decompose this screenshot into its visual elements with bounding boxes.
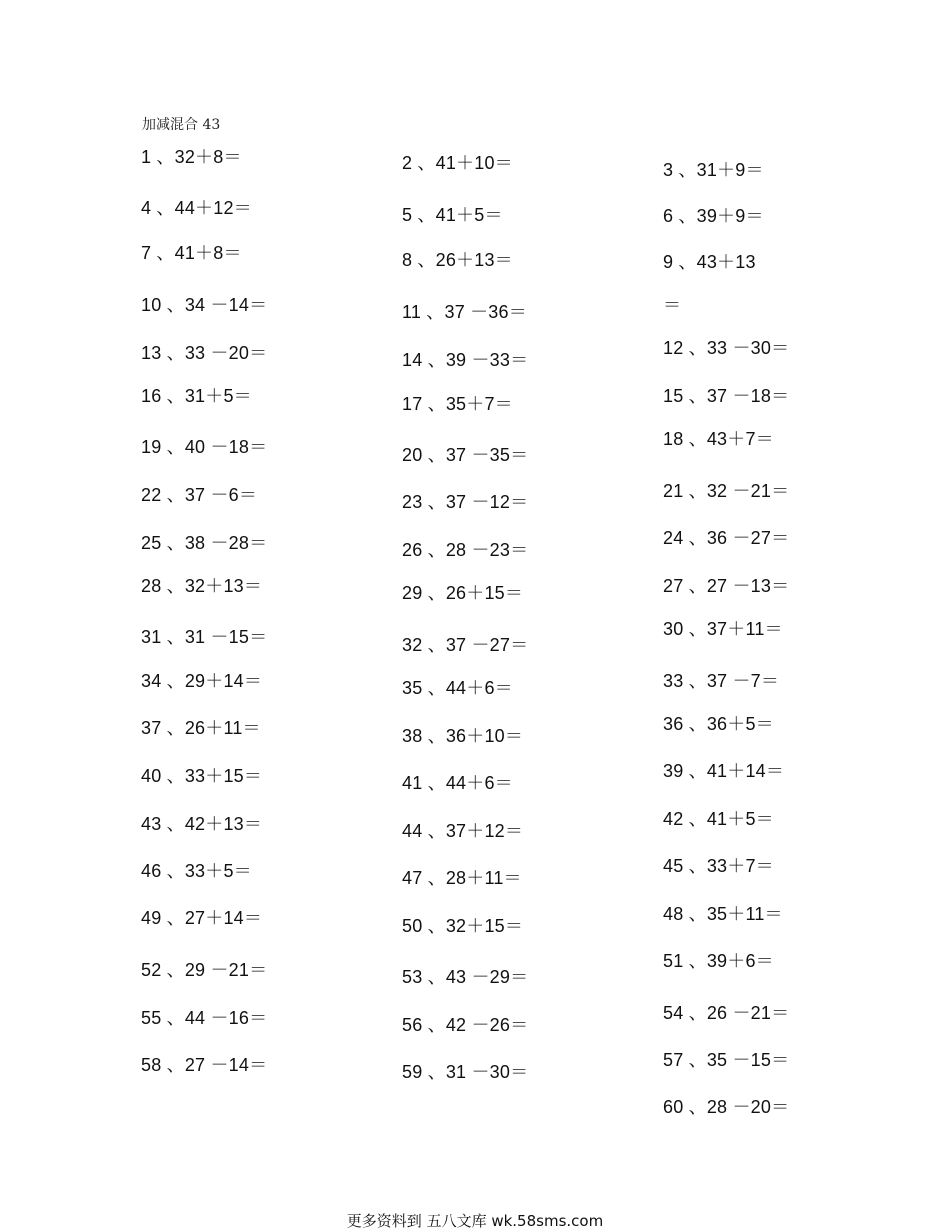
problem-55: 55 、44 －16＝ bbox=[141, 1008, 268, 1028]
problem-53: 53 、43 －29＝ bbox=[402, 967, 529, 987]
problem-34: 34 、29＋14＝ bbox=[141, 671, 263, 691]
problem-5: 5 、41＋5＝ bbox=[402, 205, 503, 225]
problem-13: 13 、33 －20＝ bbox=[141, 343, 268, 363]
problem-8: 8 、26＋13＝ bbox=[402, 250, 513, 270]
problem-38: 38 、36＋10＝ bbox=[402, 726, 524, 746]
problem-17: 17 、35＋7＝ bbox=[402, 394, 513, 414]
problem-10: 10 、34 －14＝ bbox=[141, 295, 268, 315]
problem-35: 35 、44＋6＝ bbox=[402, 678, 513, 698]
problem-9-continuation: ＝ bbox=[663, 295, 682, 315]
problem-24: 24 、36 －27＝ bbox=[663, 528, 790, 548]
problem-1: 1 、32＋8＝ bbox=[141, 147, 242, 167]
problem-2: 2 、41＋10＝ bbox=[402, 153, 513, 173]
problem-59: 59 、31 －30＝ bbox=[402, 1062, 529, 1082]
problem-42: 42 、41＋5＝ bbox=[663, 809, 774, 829]
problem-28: 28 、32＋13＝ bbox=[141, 576, 263, 596]
footer-watermark-text: 更多资料到 五八文库 wk.58sms.com bbox=[346, 1212, 604, 1230]
problem-16: 16 、31＋5＝ bbox=[141, 386, 252, 406]
problem-12: 12 、33 －30＝ bbox=[663, 338, 790, 358]
problem-27: 27 、27 －13＝ bbox=[663, 576, 790, 596]
problem-54: 54 、26 －21＝ bbox=[663, 1003, 790, 1023]
problem-6: 6 、39＋9＝ bbox=[663, 206, 764, 226]
problem-32: 32 、37 －27＝ bbox=[402, 635, 529, 655]
problem-57: 57 、35 －15＝ bbox=[663, 1050, 790, 1070]
problem-20: 20 、37 －35＝ bbox=[402, 445, 529, 465]
problem-49: 49 、27＋14＝ bbox=[141, 908, 263, 928]
problem-3: 3 、31＋9＝ bbox=[663, 160, 764, 180]
worksheet-title: 加减混合 43 bbox=[142, 117, 221, 133]
problem-47: 47 、28＋11＝ bbox=[402, 868, 522, 888]
problem-44: 44 、37＋12＝ bbox=[402, 821, 524, 841]
problem-60: 60 、28 －20＝ bbox=[663, 1097, 790, 1117]
problem-29: 29 、26＋15＝ bbox=[402, 583, 524, 603]
problem-45: 45 、33＋7＝ bbox=[663, 856, 774, 876]
problem-7: 7 、41＋8＝ bbox=[141, 243, 242, 263]
problem-22: 22 、37 －6＝ bbox=[141, 485, 258, 505]
problem-41: 41 、44＋6＝ bbox=[402, 773, 513, 793]
problem-11: 11 、37 －36＝ bbox=[402, 302, 527, 322]
problem-21: 21 、32 －21＝ bbox=[663, 481, 790, 501]
problem-36: 36 、36＋5＝ bbox=[663, 714, 774, 734]
problem-58: 58 、27 －14＝ bbox=[141, 1055, 268, 1075]
problem-9: 9 、43＋13 bbox=[663, 252, 756, 272]
problem-19: 19 、40 －18＝ bbox=[141, 437, 268, 457]
problem-26: 26 、28 －23＝ bbox=[402, 540, 529, 560]
problem-56: 56 、42 －26＝ bbox=[402, 1015, 529, 1035]
problem-31: 31 、31 －15＝ bbox=[141, 627, 268, 647]
problem-48: 48 、35＋11＝ bbox=[663, 904, 783, 924]
problem-51: 51 、39＋6＝ bbox=[663, 951, 774, 971]
problem-33: 33 、37 －7＝ bbox=[663, 671, 780, 691]
problem-14: 14 、39 －33＝ bbox=[402, 350, 529, 370]
problem-30: 30 、37＋11＝ bbox=[663, 619, 783, 639]
problem-18: 18 、43＋7＝ bbox=[663, 429, 774, 449]
problem-43: 43 、42＋13＝ bbox=[141, 814, 263, 834]
problem-50: 50 、32＋15＝ bbox=[402, 916, 524, 936]
problem-46: 46 、33＋5＝ bbox=[141, 861, 252, 881]
problem-37: 37 、26＋11＝ bbox=[141, 718, 261, 738]
problem-39: 39 、41＋14＝ bbox=[663, 761, 785, 781]
problem-52: 52 、29 －21＝ bbox=[141, 960, 268, 980]
problem-4: 4 、44＋12＝ bbox=[141, 198, 252, 218]
problem-23: 23 、37 －12＝ bbox=[402, 492, 529, 512]
problem-25: 25 、38 －28＝ bbox=[141, 533, 268, 553]
problem-15: 15 、37 －18＝ bbox=[663, 386, 790, 406]
problem-40: 40 、33＋15＝ bbox=[141, 766, 263, 786]
